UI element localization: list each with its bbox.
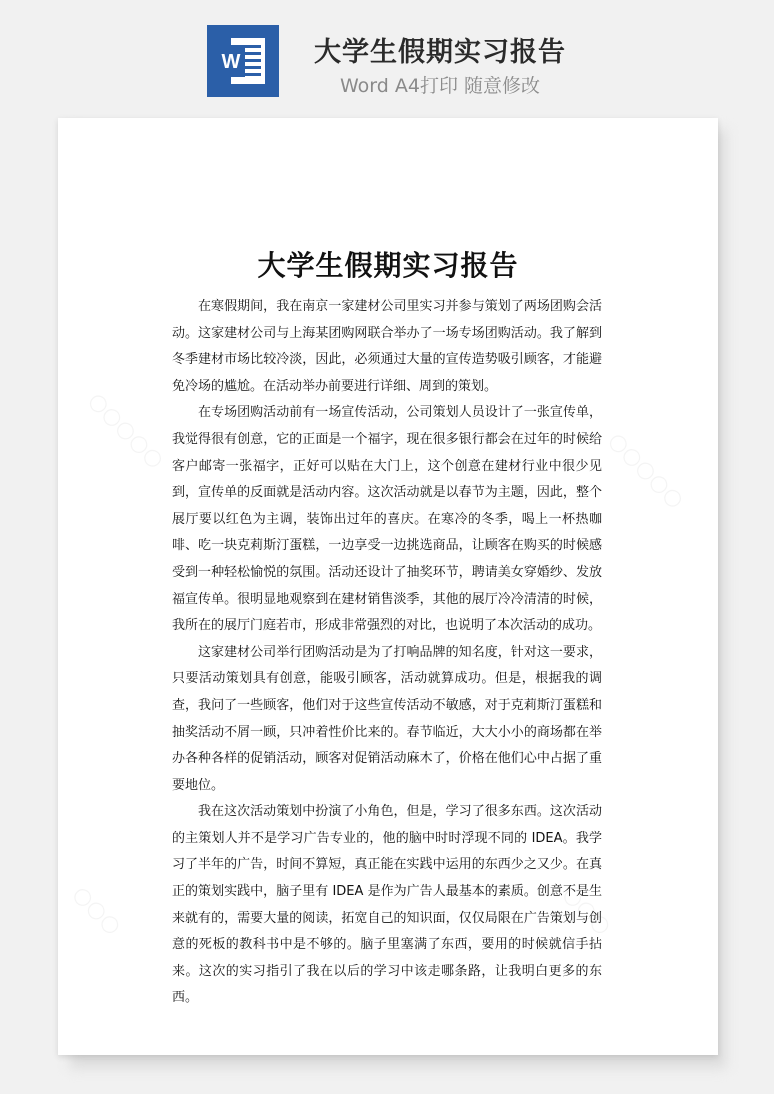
watermark-mark [83,388,169,474]
header-title: 大学生假期实习报告 [314,37,566,68]
watermark-mark [68,881,126,939]
paragraph: 我在这次活动策划中扮演了小角色，但是，学习了很多东西。这次活动的主策划人并不是学习广告专业的，他的脑中时时浮现不同的 IDEA。我学习了半年的广告，时间不算短，真正能在实践中运用的东西少之又少。在真正的策划实践中，脑子里有 IDEA 是作为广告人最基本的素质。创意不是生来就有的，需要大量的阅读，拓宽自己的知识面，仅仅局限在广告策划与创意的死板的教科书中是不够的。脑子里塞满了东西，要用的时候就信手拈来。这次的实习指引了我在以后的学习中该走哪条路，让我明白更多的东西。 [172,804,602,1006]
svg-text:W: W [221,51,241,73]
document-body [172,294,602,1012]
watermark-mark [603,428,689,514]
paragraph: 在专场团购活动前有一场宣传活动，公司策划人员设计了一张宣传单，我觉得很有创意，它的正面是一个福字，现在很多银行都会在过年的时候给客户邮寄一张福字，正好可以贴在大门上，这个创意在建材行业中很少见到，宣传单的反面就是活动内容。这次活动就是以春节为主题，因此，整个展厅要以红色为主调，装饰出过年的喜庆。在寒冷的冬季，喝上一杯热咖啡、吃一块克莉斯汀蛋糕，一边享受一边挑选商品，让顾客在购买的时候感受到一种轻松愉悦的氛围。活动还设计了抽奖环节，聘请美女穿婚纱、发放福宣传单。很明显地观察到在建材销售淡季，其他的展厅冷冷清清的时候，我所在的展厅门庭若市，形成非常强烈的对比，也说明了本次活动的成功。 [172,405,602,634]
document-title: 大学生假期实习报告 [257,249,519,282]
word-document-icon [207,25,279,97]
paragraph: 这家建材公司举行团购活动是为了打响品牌的知名度，针对这一要求，只要活动策划具有创意，能吸引顾客，活动就算成功。但是，根据我的调查，我问了一些顾客，他们对于这些宣传活动不敏感，对于克莉斯汀蛋糕和抽奖活动不屑一顾，只冲着性价比来的。春节临近，大大小小的商场都在举办各种各样的促销活动，顾客对促销活动麻木了，价格在他们心中占据了重要地位。 [172,644,602,793]
header-subtitle: Word A4打印 随意修改 [339,75,540,97]
document-page [58,118,718,1055]
header [0,0,774,110]
paragraph: 在寒假期间，我在南京一家建材公司里实习并参与策划了两场团购会活动。这家建材公司与上海某团购网联合举办了一场专场团购活动。我了解到冬季建材市场比较冷淡，因此，必须通过大量的宣传造势吸引顾客，才能避免冷场的尴尬。在活动举办前要进行详细、周到的策划。 [172,299,602,394]
